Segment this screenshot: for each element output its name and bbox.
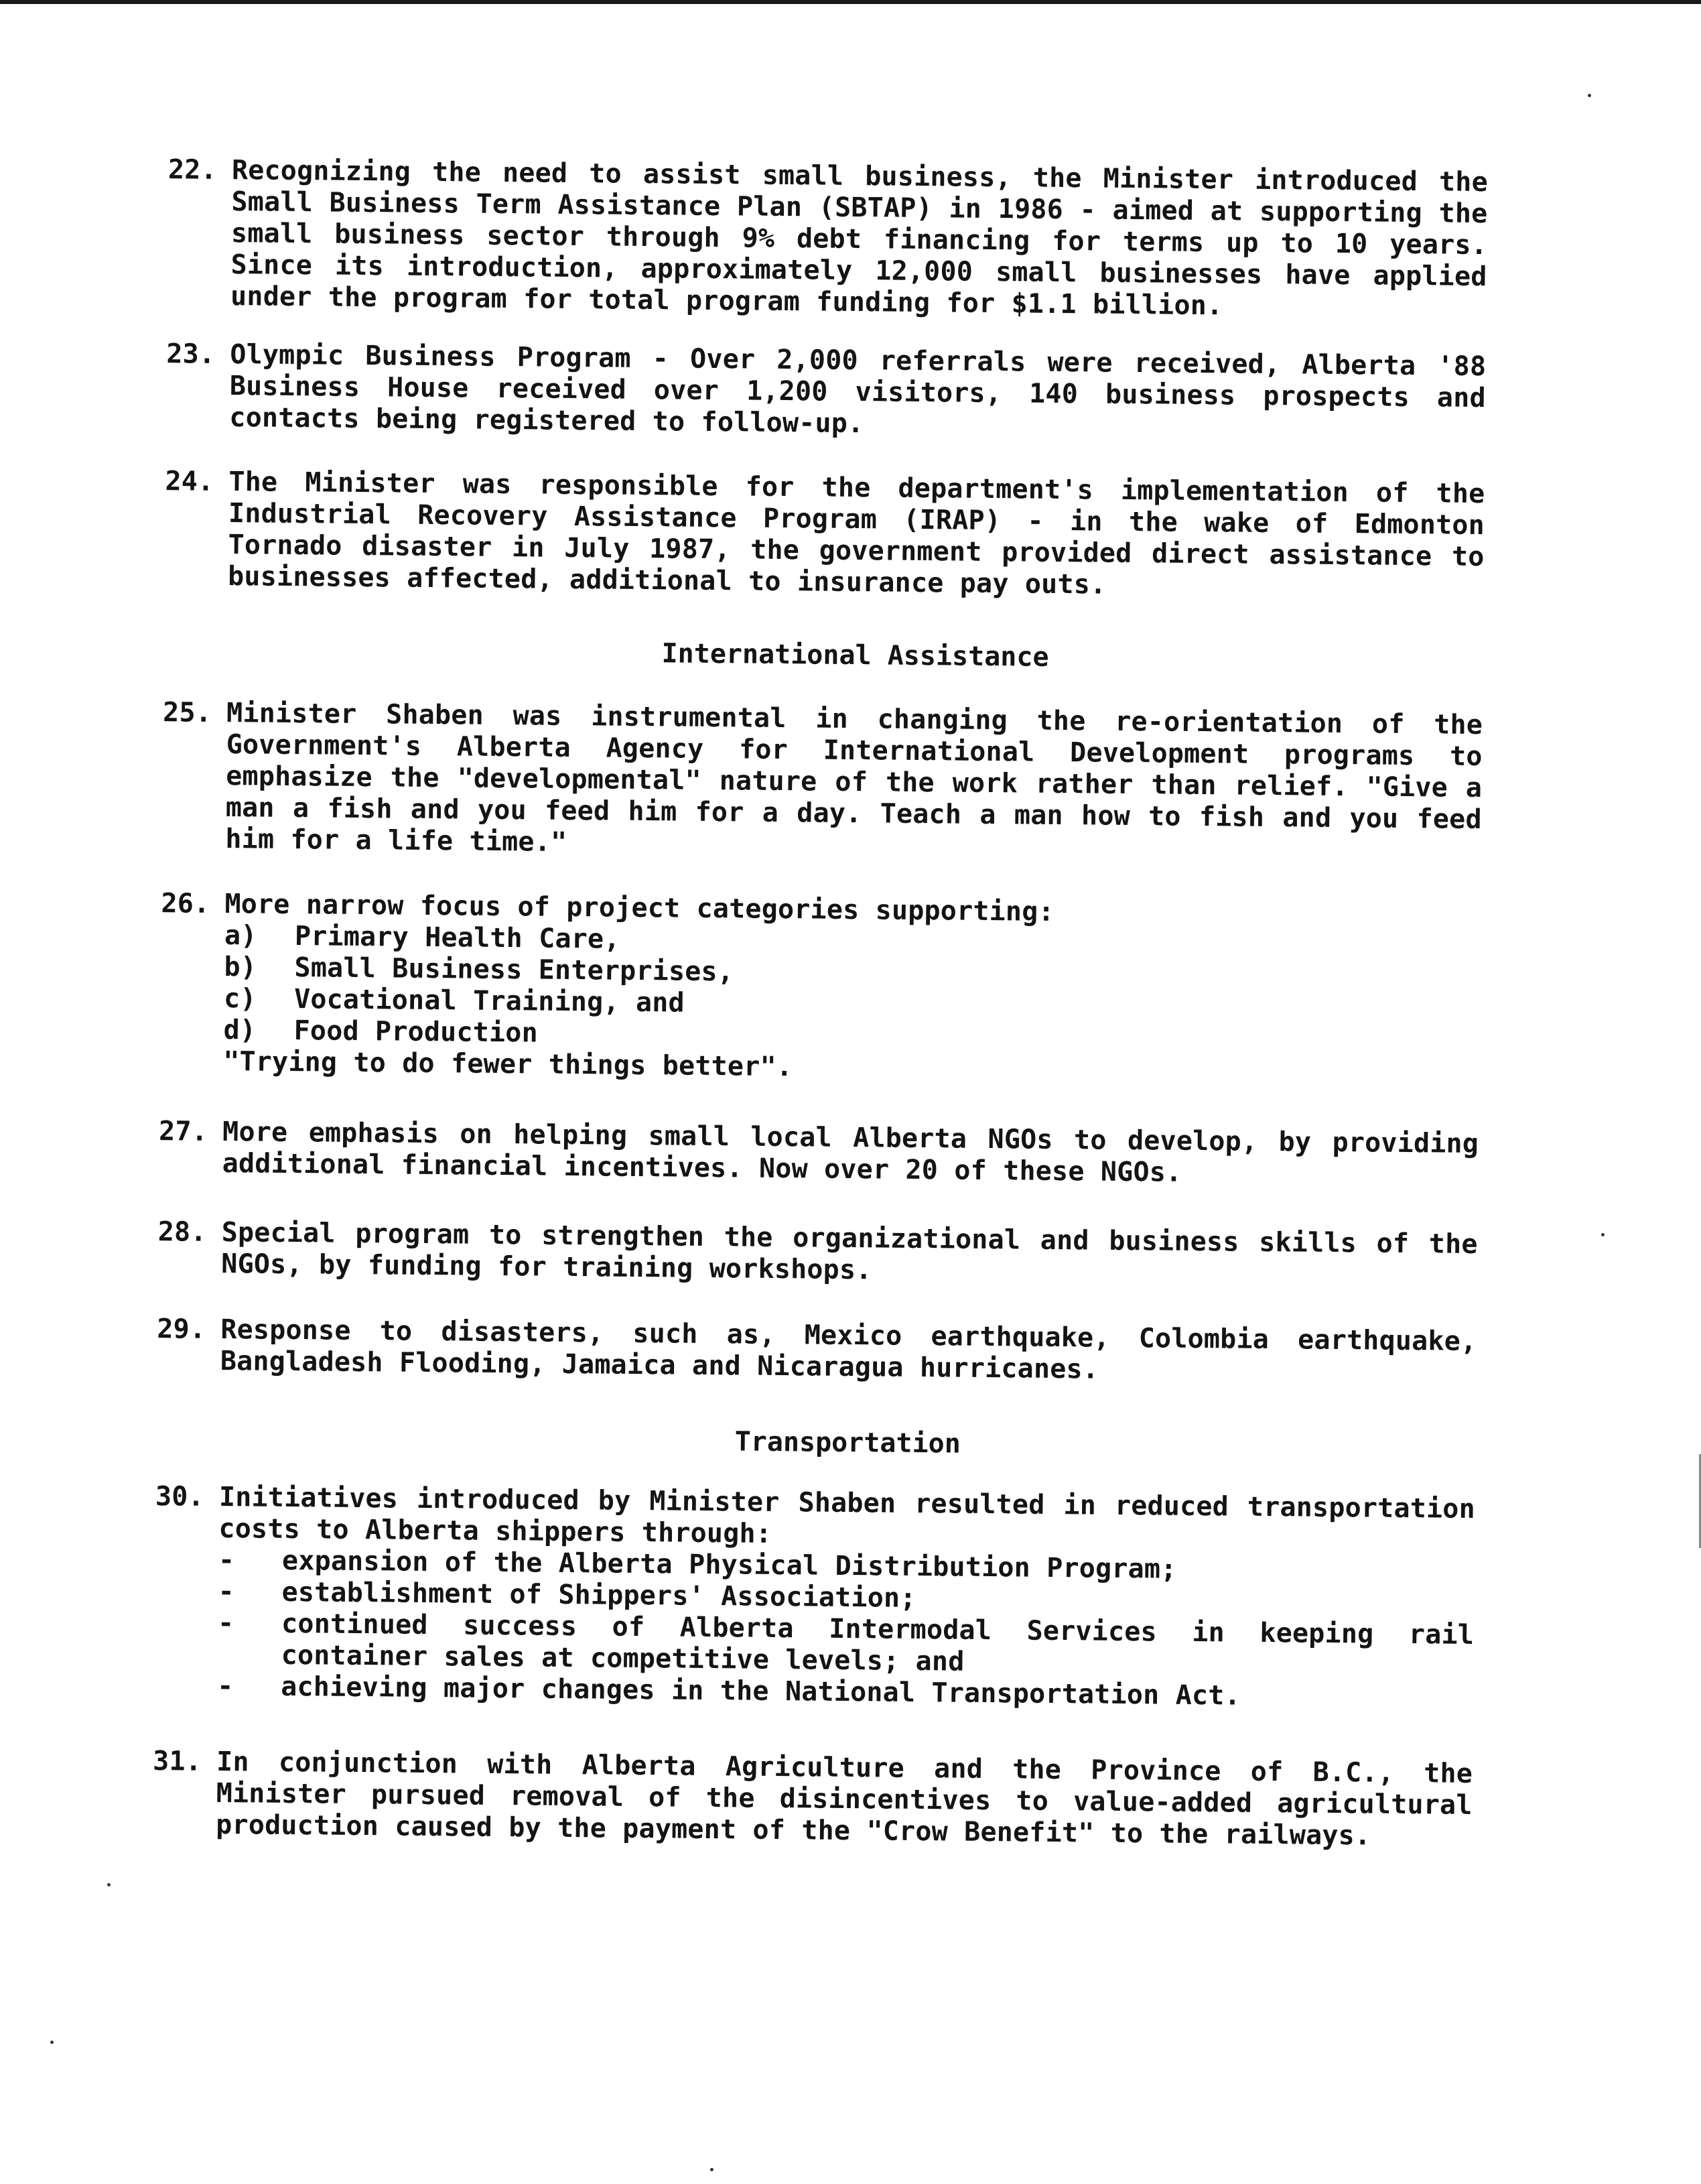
item-number: 26. [161, 888, 210, 919]
section-heading-international-assistance: International Assistance [661, 638, 1049, 673]
item-number: 27. [158, 1116, 208, 1147]
bullet-text: expansion of the Alberta Physical Distribution Program; [281, 1545, 1177, 1585]
bullet-item [217, 1608, 1474, 1683]
item-number: 25. [162, 697, 212, 728]
paragraph-23 [165, 338, 1486, 446]
list-text: Small Business Enterprises, [294, 952, 734, 988]
list-label: d) [223, 1015, 257, 1046]
paragraph-30 [153, 1481, 1475, 1714]
item-number: 22. [167, 154, 218, 186]
item-number: 29. [157, 1313, 206, 1345]
section-heading-transportation: Transportation [734, 1426, 961, 1460]
item-text: More emphasis on helping small local Alberta NGOs to develop, by providing additional financial incentives. Now over 20 of these NGOs. [222, 1116, 1479, 1188]
scan-speck [107, 1883, 111, 1886]
list-label: c) [223, 983, 257, 1015]
item-text-block [223, 889, 1481, 1090]
scan-speck [710, 2168, 713, 2171]
list-text: Food Production [293, 1015, 539, 1049]
paragraph-26 [159, 888, 1481, 1090]
bullet-text: achieving major changes in the National Transportation Act. [281, 1671, 1241, 1712]
list-label: b) [224, 952, 257, 983]
item-text: The Minister was responsible for the department's implementation of the Industrial Recovery Assistance Program (IRAP) - in the wake of Edmonton Tornado disaster in July 1987, the government provided direct assistance to businesses affected, additional to insurance pay outs. [227, 466, 1485, 600]
item-text: Initiatives introduced by Minister Shaben resulted in reduced transportation costs to Alberta shippers through: [218, 1481, 1476, 1549]
paragraph-24 [164, 466, 1485, 604]
item-text: Response to disasters, such as, Mexico earthquake, Colombia earthquake, Bangladesh Flooding, Jamaica and Nicaragua hurricanes. [220, 1313, 1477, 1385]
quote-line: "Trying to do fewer things better". [222, 1046, 793, 1083]
scan-speck [50, 2041, 54, 2044]
paragraph-29 [157, 1313, 1477, 1389]
bullet-dash: - [217, 1607, 234, 1639]
paragraph-27 [159, 1116, 1479, 1192]
item-number: 31. [152, 1746, 202, 1777]
bullet-dash: - [218, 1544, 235, 1576]
list-label: a) [224, 920, 257, 952]
paragraph-31 [152, 1746, 1473, 1853]
scan-speck [1588, 94, 1591, 97]
paragraph-25 [161, 697, 1483, 867]
item-number: 28. [157, 1216, 207, 1248]
item-text: Olympic Business Program - Over 2,000 referrals were received, Alberta '88 Business House received over 1,200 visitors, 140 business prospects and contacts being registered to follow-up. [229, 339, 1487, 440]
list-text: Vocational Training, and [293, 984, 685, 1019]
item-text: In conjunction with Alberta Agriculture and the Province of B.C., the Minister pursued removal of the disincentives to value-added agricultural production caused by the payment of the "Crow Benefit" to the railways. [216, 1746, 1473, 1852]
item-text: Recognizing the need to assist small business, the Minister introduced the Small Business Term Assistance Plan (SBTAP) in 1986 - aimed at supporting the small business sector through 9% debt financing for terms up to 10 years. Since its introduction, approximately 12,000 small businesses have applied under the program for total program funding for $1.1 billion. [230, 155, 1489, 322]
item-text-block [217, 1482, 1475, 1714]
item-number: 23. [166, 338, 216, 370]
item-text: Special program to strengthen the organizational and business skills of the NGOs, by funding for training workshops. [221, 1217, 1478, 1286]
paragraph-28 [157, 1216, 1478, 1292]
item-text: Minister Shaben was instrumental in changing the re-orientation of the Government's Alberta Agency for International Development programs to emphasize the "developmental" nature of the work rather than relief. "Give a man a fish and you feed him for a day. Teach a man how to fish and you feed him for a life time." [225, 698, 1483, 858]
paragraph-22 [167, 154, 1488, 324]
item-text: More narrow focus of project categories supporting: [224, 889, 1055, 927]
bullet-dash: - [217, 1670, 234, 1702]
item-number: 30. [155, 1481, 205, 1513]
scan-speck [1601, 1233, 1605, 1236]
bullet-text: continued success of Alberta Intermodal Services in keeping rail container sales at competitive levels; and [281, 1608, 1475, 1677]
item-number: 24. [165, 466, 214, 497]
bullet-dash: - [218, 1576, 235, 1608]
bullet-text: establishment of Shippers' Association; [281, 1576, 916, 1614]
list-text: Primary Health Care, [294, 921, 620, 955]
